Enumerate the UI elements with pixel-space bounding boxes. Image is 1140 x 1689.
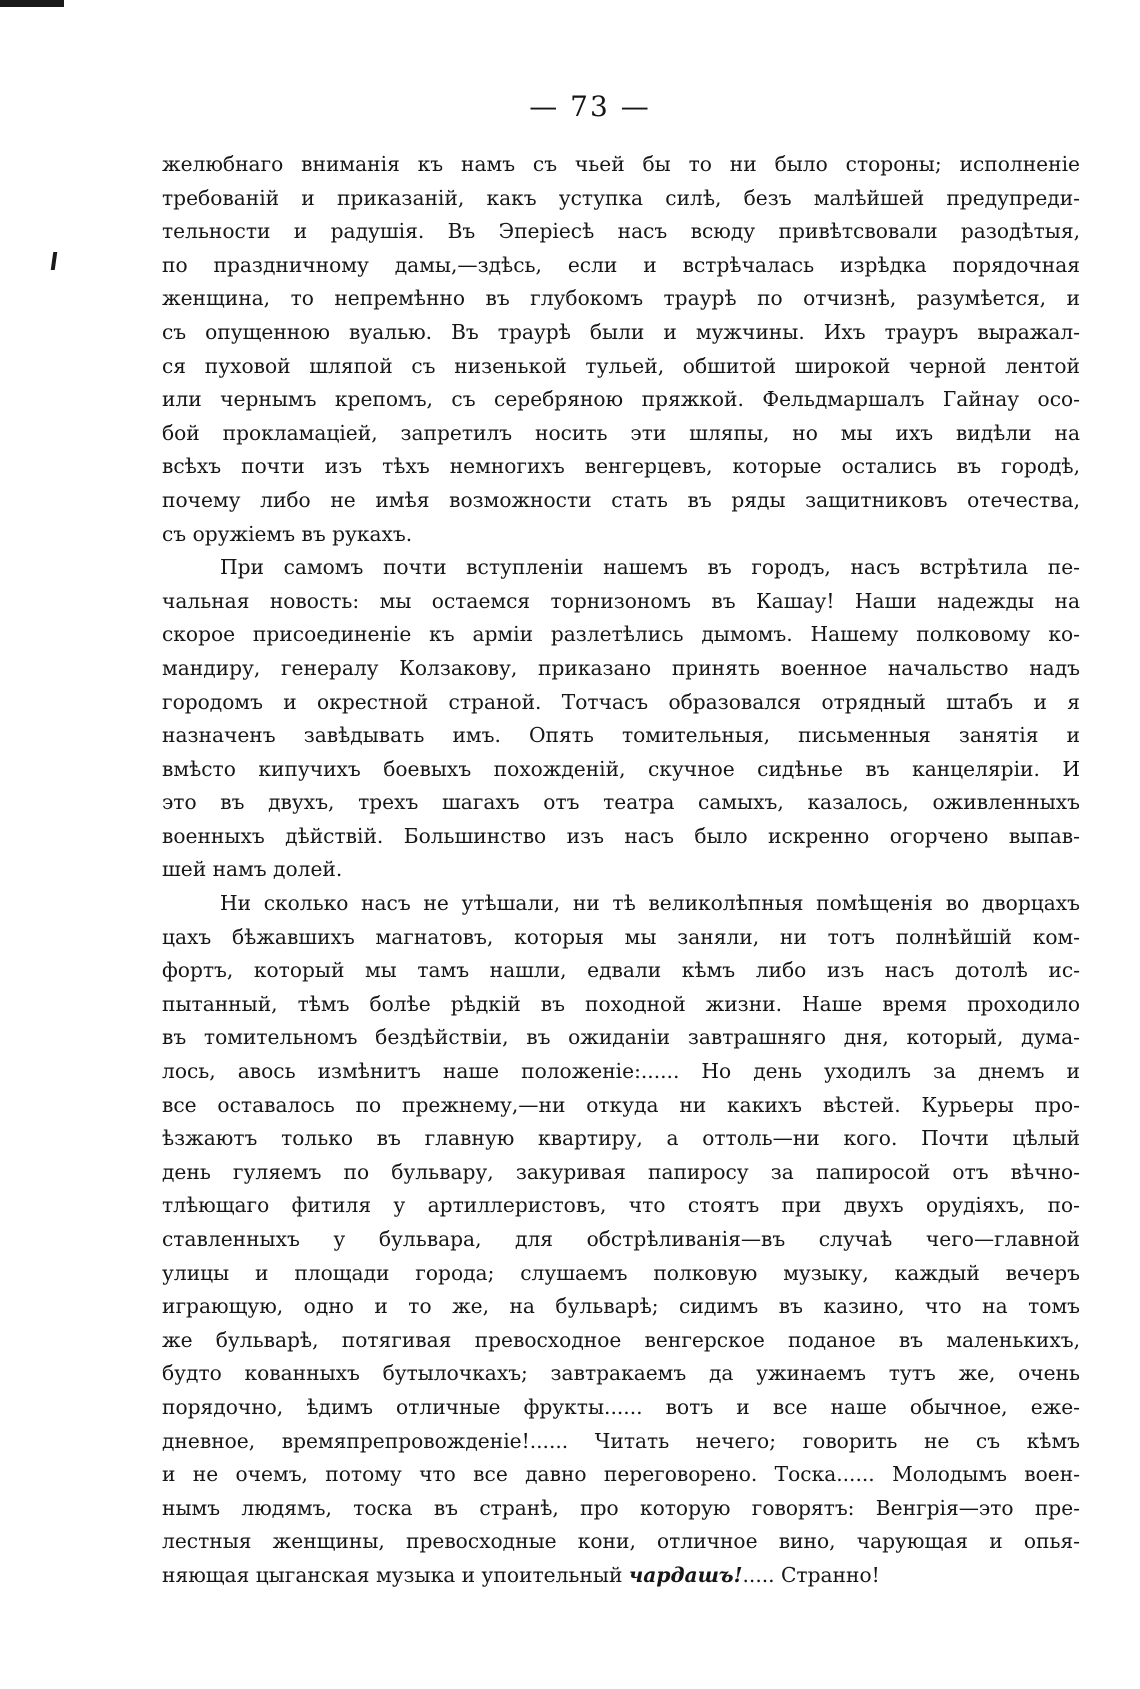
text-line: все оставалось по прежнему,—ни откуда ни какихъ вѣстей. Курьеры про- <box>162 1092 1080 1117</box>
text-line: бой прокламаціей, запретилъ носить эти шляпы, но мы ихъ видѣли на <box>162 420 1080 445</box>
text-line: требованій и приказаній, какъ уступка силѣ, безъ малѣйшей предупреди- <box>162 185 1080 210</box>
italic-word: чардашъ! <box>628 1562 743 1587</box>
text-line: скорое присоединеніе къ арміи разлетѣлись дымомъ. Нашему полковому ко- <box>162 622 1080 647</box>
text-line: или чернымъ крепомъ, съ серебряною пряжкой. Фельдмаршалъ Гайнау осо- <box>162 387 1080 412</box>
text-line: цахъ бѣжавшихъ магнатовъ, которыя мы заняли, ни тотъ полнѣйшій ком- <box>162 924 1080 949</box>
text-line: съ оружіемъ въ рукахъ. <box>162 521 413 546</box>
text-line: это въ двухъ, трехъ шагахъ отъ театра самыхъ, казалось, оживленныхъ <box>162 790 1080 815</box>
final-line-tail: ..... Странно! <box>742 1562 880 1587</box>
text-line: тлѣющаго фитиля у артиллеристовъ, что стоятъ при двухъ орудіяхъ, по- <box>162 1193 1080 1218</box>
text-line: вмѣсто кипучихъ боевыхъ похожденій, скучное сидѣнье въ канцеляріи. И <box>162 756 1080 781</box>
text-line: военныхъ дѣйствій. Большинство изъ насъ было искренно огорчено выпав- <box>162 823 1080 848</box>
text-line: пытанный, тѣмъ болѣе рѣдкій въ походной жизни. Наше время проходило <box>162 991 1080 1016</box>
text-line: почему либо не имѣя возможности стать въ ряды защитниковъ отечества, <box>162 487 1080 512</box>
text-line: тельности и радушія. Въ Эперіесѣ насъ всюду привѣтсвовали разодѣтыя, <box>162 219 1080 244</box>
text-line: нымъ людямъ, тоска въ странѣ, про которую говорятъ: Венгрія—это пре- <box>162 1495 1080 1520</box>
text-line: дневное, времяпрепровожденіе!...... Читать нечего; говорить не съ кѣмъ <box>162 1428 1080 1453</box>
text-line: желюбнаго вниманія къ намъ съ чьей бы то ни было стороны; исполненіе <box>162 152 1080 176</box>
scan-corner-mark <box>0 0 64 7</box>
final-line-text: няющая цыганская музыка и упоительный <box>162 1562 623 1587</box>
text-line: ставленныхъ у бульвара, для обстрѣливанія—въ случаѣ чего—главной <box>162 1227 1080 1251</box>
text-line: ѣзжаютъ только въ главную квартиру, а оттоль—ни кого. Почти цѣлый <box>162 1126 1080 1151</box>
text-line: въ томительномъ бездѣйствіи, въ ожиданіи завтрашняго дня, который, дума- <box>162 1025 1080 1050</box>
text-line: играющую, одно и то же, на бульварѣ; сидимъ въ казино, что на томъ <box>162 1294 1080 1319</box>
text-line: мандиру, генералу Колзакову, приказано принять военное начальство надъ <box>162 655 1080 680</box>
text-line: ся пуховой шляпой съ низенькой тульей, обшитой широкой черной лентой <box>162 353 1080 378</box>
margin-mark <box>51 252 58 270</box>
text-line: городомъ и окрестной страной. Тотчасъ образовался отрядный штабъ и я <box>162 689 1080 714</box>
text-line: же бульварѣ, потягивая превосходное венгерское поданое въ маленькихъ, <box>162 1327 1080 1352</box>
text-line-final <box>162 1559 1080 1593</box>
text-line: порядочно, ѣдимъ отличные фрукты...... вотъ и все наше обычное, еже- <box>162 1394 1080 1419</box>
page-number: — 73 — <box>529 90 651 123</box>
text-line: женщина, то непремѣнно въ глубокомъ траурѣ по отчизнѣ, разумѣется, и <box>162 286 1080 311</box>
text-line: лестныя женщины, превосходные кони, отличное вино, чарующая и опья- <box>162 1529 1080 1554</box>
text-line: улицы и площади города; слушаемъ полковую музыку, каждый вечеръ <box>162 1260 1080 1285</box>
text-line: При самомъ почти вступленіи нашемъ въ городъ, насъ встрѣтила пе- <box>220 555 1080 580</box>
text-line: назначенъ завѣдывать имъ. Опять томительныя, письменныя занятія и <box>162 723 1080 748</box>
body-text <box>162 148 1080 1593</box>
paragraph-1 <box>162 148 1080 551</box>
text-line: шей намъ долей. <box>162 857 343 882</box>
paragraph-3 <box>162 887 1080 1592</box>
text-line: лось, авось измѣнитъ наше положеніе:...... Но день уходилъ за днемъ и <box>162 1059 1080 1084</box>
text-line: Ни сколько насъ не утѣшали, ни тѣ великолѣпныя помѣщенія во дворцахъ <box>220 891 1080 916</box>
text-line: всѣхъ почти изъ тѣхъ немногихъ венгерцевъ, которые остались въ городѣ, <box>162 454 1080 479</box>
text-line: съ опущенною вуалью. Въ траурѣ были и мужчины. Ихъ трауръ выражал- <box>162 319 1080 344</box>
text-line: фортъ, который мы тамъ нашли, едвали кѣмъ либо изъ насъ дотолѣ ис- <box>162 958 1080 983</box>
text-line: по праздничному дамы,—здѣсь, если и встрѣчалась изрѣдка порядочная <box>162 252 1080 277</box>
text-line: день гуляемъ по бульвару, закуривая папиросу за папиросой отъ вѣчно- <box>162 1159 1080 1184</box>
text-line: чальная новость: мы остаемся торнизономъ въ Кашау! Наши надежды на <box>162 588 1080 613</box>
paragraph-2 <box>162 551 1080 887</box>
text-line: будто кованныхъ бутылочкахъ; завтракаемъ да ужинаемъ тутъ же, очень <box>162 1361 1080 1386</box>
text-line: и не очемъ, потому что все давно переговорено. Тоска...... Молодымъ воен- <box>162 1462 1080 1487</box>
